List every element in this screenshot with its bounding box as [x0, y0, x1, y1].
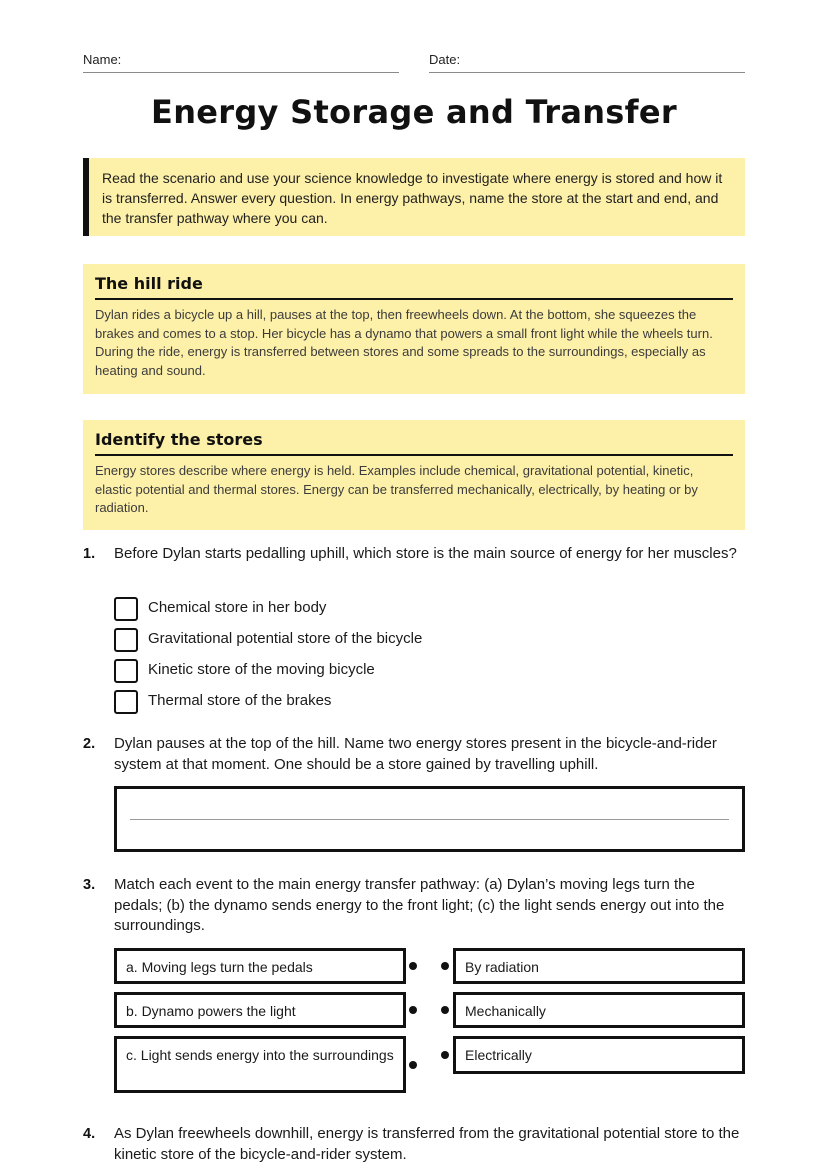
question-number: 4. [83, 1126, 96, 1142]
identify-stores-card [83, 420, 745, 530]
question-number: 2. [83, 736, 96, 752]
question-text: Dylan pauses at the top of the hill. Name two energy stores present in the bicycle-and-rider system at that moment. One should be a store gained by travelling uphill. [114, 735, 717, 773]
match-right-electrically[interactable]: Electrically [453, 1036, 745, 1074]
match-left-a[interactable]: a. Moving legs turn the pedals [114, 948, 406, 984]
checkbox[interactable] [114, 690, 138, 714]
name-date-row [83, 52, 745, 74]
name-label: Name: [83, 52, 122, 67]
page-title: Energy Storage and Transfer [151, 93, 677, 131]
match-dot-left-c[interactable] [409, 1061, 417, 1069]
checkbox[interactable] [114, 597, 138, 621]
question-number: 3. [83, 877, 96, 893]
match-dot-right-2[interactable] [441, 1006, 449, 1014]
option-label: Kinetic store of the moving bicycle [148, 661, 375, 678]
checkbox[interactable] [114, 628, 138, 652]
question-number: 1. [83, 546, 96, 562]
intro-callout: Read the scenario and use your science knowledge to investigate where energy is stored and how it is transferred. Answer every question. In energy pathways, name the store at the start and end, and the transfer pathway where you can. [83, 158, 745, 236]
match-right-mechanically[interactable]: Mechanically [453, 992, 745, 1028]
date-field[interactable] [429, 52, 745, 73]
identify-stores-heading: Identify the stores [95, 420, 733, 456]
answer-box[interactable] [114, 786, 745, 852]
question-text: Match each event to the main energy transfer pathway: (a) Dylan’s moving legs turn the pedals; (b) the dynamo sends energy to the front light; (c) the light sends energy out into the surroundings. [114, 876, 725, 934]
match-dot-left-a[interactable] [409, 962, 417, 970]
hill-ride-card [83, 264, 745, 394]
question-text: Before Dylan starts pedalling uphill, which store is the main source of energy for her muscles? [114, 545, 737, 562]
date-label: Date: [429, 52, 461, 67]
name-field[interactable] [83, 52, 399, 73]
match-right-radiation[interactable]: By radiation [453, 948, 745, 984]
hill-ride-heading: The hill ride [95, 264, 733, 300]
option-label: Chemical store in her body [148, 599, 327, 616]
identify-stores-body: Energy stores describe where energy is held. Examples include chemical, gravitational potential, kinetic, elastic potential and thermal stores. Energy can be transferred mechanically, electrically, by heating or by radiation. [95, 463, 698, 515]
option-label: Gravitational potential store of the bicycle [148, 630, 423, 647]
match-dot-right-1[interactable] [441, 962, 449, 970]
hill-ride-body: Dylan rides a bicycle up a hill, pauses at the top, then freewheels down. At the bottom, she squeezes the brakes and comes to a stop. Her bicycle has a dynamo that powers a small front light while the wheels turn. During the ride, energy is transferred between stores and some spreads to the surroundings, especially as heating and sound. [95, 307, 713, 378]
option-label: Thermal store of the brakes [148, 692, 332, 709]
question-text: As Dylan freewheels downhill, energy is transferred from the gravitational potential store to the kinetic store of the bicycle-and-rider system. [114, 1125, 740, 1163]
match-dot-left-b[interactable] [409, 1006, 417, 1014]
answer-line [130, 819, 729, 820]
checkbox[interactable] [114, 659, 138, 683]
match-dot-right-3[interactable] [441, 1051, 449, 1059]
match-left-c[interactable]: c. Light sends energy into the surroundings [114, 1036, 406, 1093]
match-left-b[interactable]: b. Dynamo powers the light [114, 992, 406, 1028]
